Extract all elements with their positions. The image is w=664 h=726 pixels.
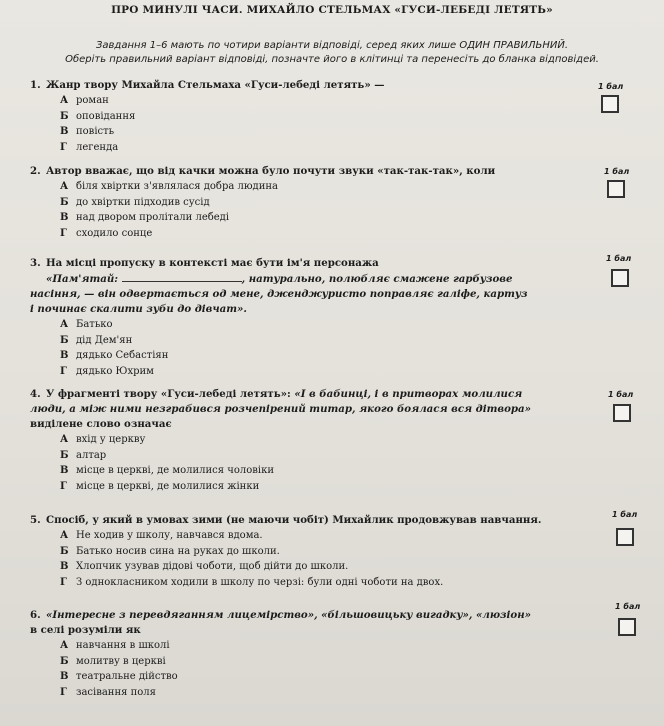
- question-5: 5. Спосіб, у який в умовах зими (не маючи чобіт) Михайлик продовжував навчання. А Не ходив у школу, навчався вдома. Б Батько носив сина на руках до школи. В Хлопчик узував дідові чоботи, щоб дійти до школи. Г З однокласником ходили в школу по черзі: були одні чоботи на двох.: [30, 513, 590, 590]
- answer-box-3[interactable]: [611, 269, 629, 287]
- question-text: Автор вважає, що від качки можна було почути звуки «так-так-так», коли: [46, 165, 496, 177]
- option-a[interactable]: А біля хвіртки з'являлася добра людина: [60, 181, 279, 192]
- option-d[interactable]: Г засівання поля: [60, 686, 156, 698]
- question-text: Жанр твору Михайла Стельмаха «Гуси-лебеді летять» —: [46, 79, 385, 91]
- option-a[interactable]: А вхід у церкву: [60, 434, 146, 445]
- question-text: На місці пропуску в контексті має бути ім'я персонажа: [46, 257, 379, 269]
- option-b[interactable]: Б оповідання: [60, 110, 136, 122]
- option-c[interactable]: В над двором пролітали лебеді: [60, 212, 230, 223]
- question-text: У фрагменті твору «Гуси-лебеді летять»:: [46, 388, 291, 400]
- points-label: 1 бал: [598, 82, 624, 91]
- option-a[interactable]: А роман: [60, 95, 109, 106]
- option-d[interactable]: Г місце в церкві, де молилися жінки: [60, 480, 260, 492]
- answer-box-5[interactable]: [616, 528, 634, 546]
- question-6: 6. «Інтересне з перевдяганням лицемірство», «більшовицьку вигадку», «люзіон» в селі розуміли як А навчання в школі Б молитву в церкві В театральне дійство Г засівання поля: [30, 608, 590, 700]
- option-b[interactable]: Б до хвіртки підходив сусід: [60, 196, 210, 208]
- question-text: «Інтересне з перевдяганням лицемірство», «більшовицьку вигадку», «люзіон»: [46, 609, 531, 621]
- option-d[interactable]: Г дядько Юхрим: [60, 365, 154, 377]
- fill-in-blank[interactable]: [122, 271, 242, 282]
- question-2: 2. Автор вважає, що від качки можна було почути звуки «так-так-так», коли А біля хвіртки з'являлася добра людина Б до хвіртки підходив сусід В над двором пролітали лебеді Г сходило сонце: [30, 164, 590, 241]
- option-b[interactable]: Б алтар: [60, 449, 107, 461]
- answer-box-2[interactable]: [607, 180, 625, 198]
- answer-box-4[interactable]: [613, 404, 631, 422]
- page-title: ПРО МИНУЛІ ЧАСИ. МИХАЙЛО СТЕЛЬМАХ «ГУСИ-ЛЕБЕДІ ЛЕТЯТЬ»: [111, 4, 553, 16]
- instruction-line-1: Завдання 1–6 мають по чотири варіанти відповіді, серед яких лише ОДИН ПРАВИЛЬНИЙ.: [95, 40, 569, 51]
- question-3: 3. На місці пропуску в контексті має бути ім'я персонажа «Пам'ятай: , натурально, полюбляє смажене гарбузове насіння, — він одвертається од мене, дженджуристо поправляє галіфе, картуз і починає скалити зуби до дівчат». А Батько Б дід Дем'ян В дядько Себастіян Г дядько Юхрим: [30, 256, 590, 379]
- option-b[interactable]: Б Батько носив сина на руках до школи.: [60, 545, 280, 557]
- points-label: 1 бал: [612, 510, 638, 519]
- option-c[interactable]: В повість: [60, 126, 115, 137]
- option-d[interactable]: Г сходило сонце: [60, 227, 153, 239]
- points-label: 1 бал: [604, 167, 630, 176]
- points-label: 1 бал: [606, 254, 632, 263]
- question-number: 1.: [30, 79, 41, 91]
- points-label: 1 бал: [615, 602, 641, 611]
- option-a[interactable]: А навчання в школі: [60, 640, 170, 651]
- points-label: 1 бал: [608, 390, 634, 399]
- answer-box-6[interactable]: [618, 618, 636, 636]
- option-c[interactable]: В місце в церкві, де молилися чоловіки: [60, 465, 275, 476]
- option-c[interactable]: В театральне дійство: [60, 671, 178, 682]
- question-text: Спосіб, у який в умовах зими (не маючи чобіт) Михайлик продовжував навчання.: [46, 514, 542, 526]
- option-a[interactable]: А Не ходив у школу, навчався вдома.: [60, 530, 263, 541]
- option-c[interactable]: В дядько Себастіян: [60, 350, 169, 361]
- option-b[interactable]: Б молитву в церкві: [60, 655, 166, 667]
- question-1: [30, 78, 590, 155]
- option-b[interactable]: Б дід Дем'ян: [60, 334, 133, 346]
- option-a[interactable]: А Батько: [60, 319, 113, 330]
- option-c[interactable]: В Хлопчик узував дідові чоботи, щоб дійти до школи.: [60, 561, 349, 572]
- option-d[interactable]: Г легенда: [60, 141, 119, 153]
- option-d[interactable]: Г З однокласником ходили в школу по черзі: були одні чоботи на двох.: [60, 576, 444, 588]
- answer-box-1[interactable]: [601, 95, 619, 113]
- instruction-line-2: Оберіть правильний варіант відповіді, позначте його в клітинці та перенесіть до бланка відповідей.: [65, 54, 599, 65]
- question-4: 4. У фрагменті твору «Гуси-лебеді летять»: «І в бабинці, і в притворах молилися люди, а між ними незграбився розчепірений титар, якого боялася вся дітвора» виділене слово означає А вхід у церкву Б алтар В місце в церкві, де молилися чоловіки Г місце в церкві, де молилися жінки: [30, 387, 590, 494]
